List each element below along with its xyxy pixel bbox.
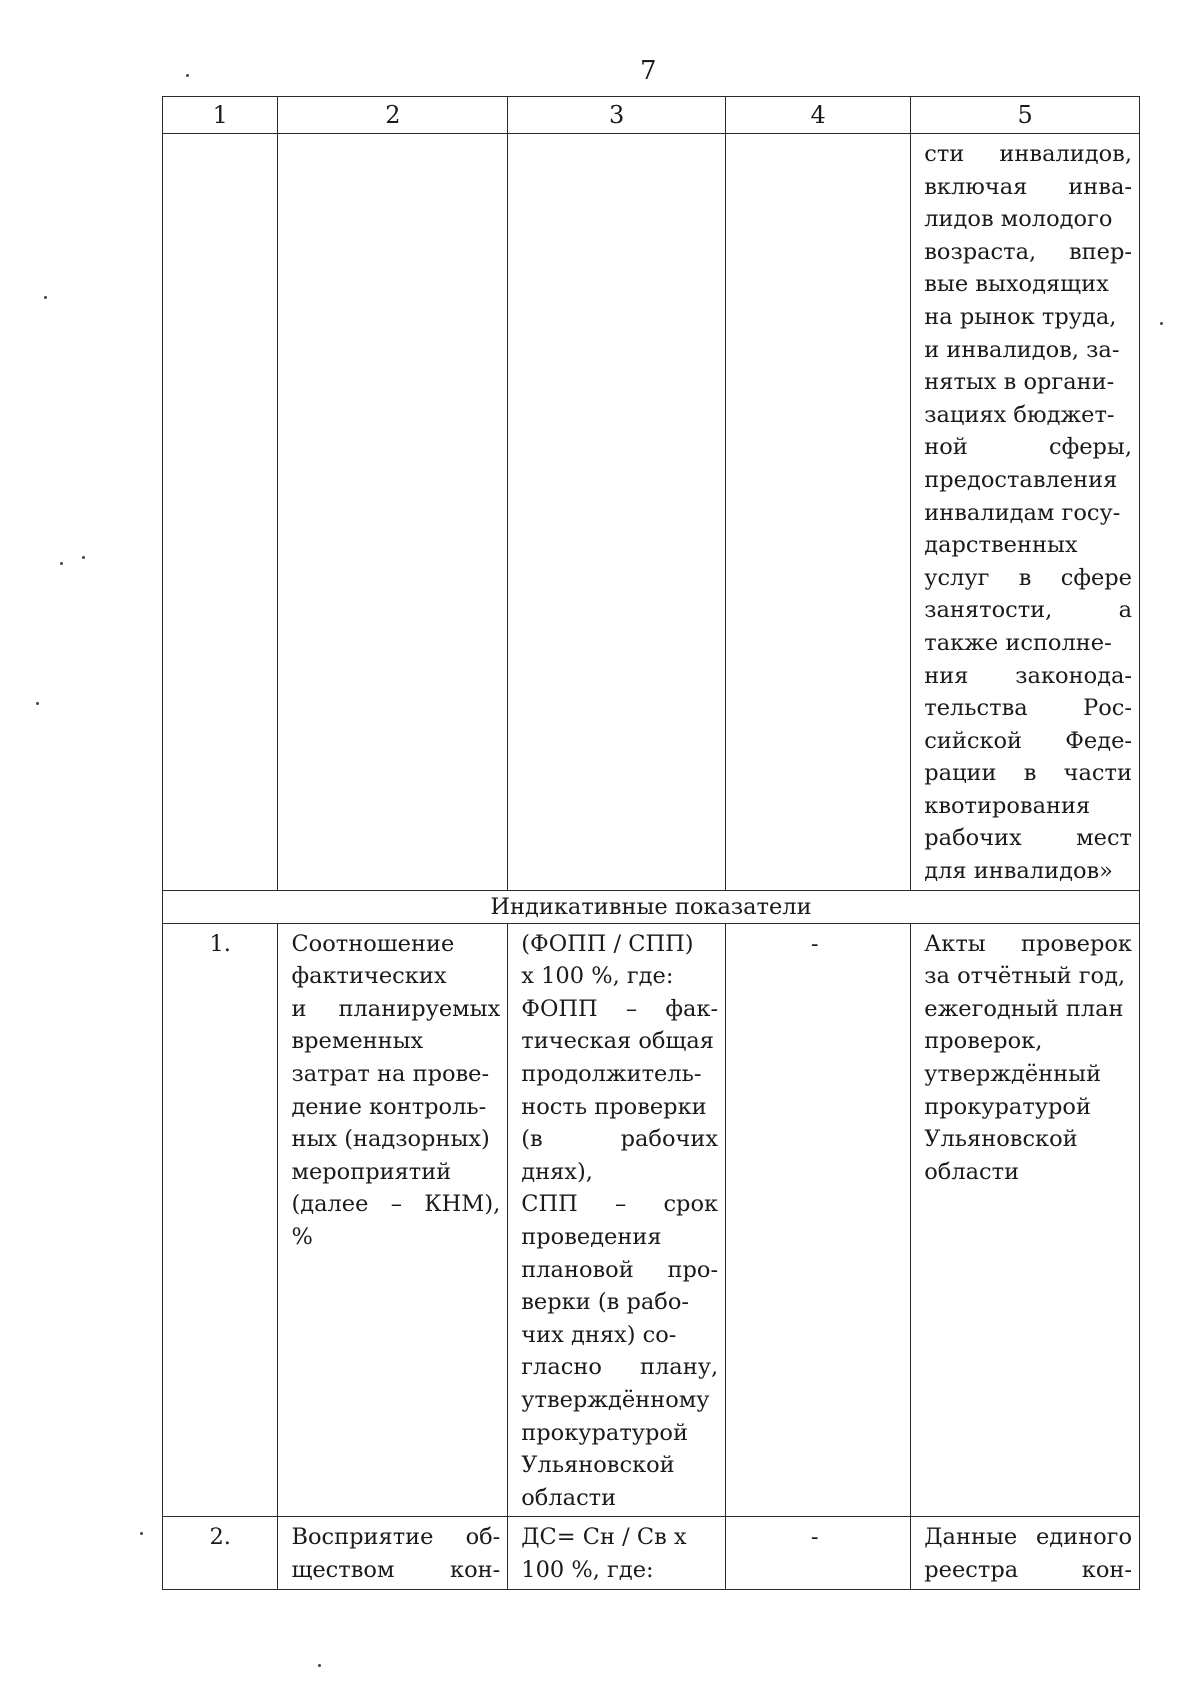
cell-text-line <box>924 1554 1132 1587</box>
cell-word: услуг <box>924 564 990 591</box>
cell-word: в <box>1023 760 1037 787</box>
cell-word: рации <box>924 760 997 787</box>
cell-text-line <box>291 1123 500 1156</box>
cell-text-line <box>291 1554 500 1587</box>
cell-text-line <box>291 928 500 961</box>
cell-word: – <box>614 1191 627 1218</box>
cell-text-line <box>521 1286 718 1319</box>
indicator-source <box>911 923 1140 1517</box>
row-number: 2. <box>163 1517 278 1589</box>
cell-word: Восприятие <box>291 1524 434 1551</box>
cell-text-line <box>291 1156 500 1189</box>
cell-word: Акты <box>924 930 986 957</box>
cell-text-line <box>924 334 1132 367</box>
cell-word: а <box>1118 597 1132 624</box>
continued-row <box>163 134 1140 891</box>
cell-word: прокуратурой <box>521 1419 688 1446</box>
cell-text-line <box>924 366 1132 399</box>
cell-text-line <box>291 1221 500 1254</box>
cell-word: включая <box>924 173 1028 200</box>
cell-word: также исполне- <box>924 629 1112 656</box>
cell-text-line <box>924 562 1132 595</box>
cell-text-line <box>924 301 1132 334</box>
cell-text-line <box>521 1025 718 1058</box>
page-number: 7 <box>640 56 657 86</box>
indicators-table <box>162 96 1140 1590</box>
cell-word: ществом <box>291 1556 395 1583</box>
cell-word: кон- <box>1081 1556 1132 1583</box>
cell-word: Данные <box>924 1524 1018 1551</box>
cell-text-line <box>291 993 500 1026</box>
cell-word: плану, <box>640 1354 719 1381</box>
cell-text-line <box>924 692 1132 725</box>
cell-word: проверок <box>1021 930 1132 957</box>
cell-word: проверок, <box>924 1028 1043 1055</box>
cell-text-line <box>924 1156 1132 1189</box>
indicator-col4: - <box>726 923 911 1517</box>
indicator-col4: - <box>726 1517 911 1589</box>
table-row <box>163 1517 1140 1589</box>
indicator-formula <box>508 1517 726 1589</box>
cell-text-line <box>521 1351 718 1384</box>
cell-text-line <box>521 1188 718 1221</box>
cell-word: предоставления <box>924 466 1118 493</box>
column-header-4: 4 <box>726 97 911 134</box>
cell-word: занятости, <box>924 597 1053 624</box>
cell-text-line <box>924 757 1132 790</box>
scan-speck <box>186 74 189 77</box>
cell-word: фактических <box>291 963 447 990</box>
cell-text-line <box>924 236 1132 269</box>
column-header-2: 2 <box>278 97 508 134</box>
cell-word: об- <box>465 1524 501 1551</box>
scan-speck <box>1160 322 1163 325</box>
cell-word: дарственных <box>924 532 1078 559</box>
cell-text-line <box>924 1091 1132 1124</box>
cell-word: рабочих <box>620 1126 719 1153</box>
cell-word: сти <box>924 141 965 167</box>
cell-text-line <box>521 1554 718 1587</box>
cell-word: инвалидов, <box>999 141 1132 167</box>
cell-word: х 100 %, где: <box>521 963 674 990</box>
cell-word: утверждённый <box>924 1061 1102 1088</box>
cell-word: (ФОПП / СПП) <box>521 930 694 957</box>
cell-word: тическая общая <box>521 1028 714 1055</box>
cell-word: ных (надзорных) <box>291 1126 490 1153</box>
cell-text-line <box>924 529 1132 562</box>
cell-word: для инвалидов» <box>924 858 1113 885</box>
cell-text-line <box>521 1058 718 1091</box>
cell-word: ДС= Сн / Св х <box>521 1524 687 1551</box>
cell-word: зациях бюджет- <box>924 401 1115 428</box>
cell-word: ной <box>924 434 968 461</box>
cell-text-line <box>924 1123 1132 1156</box>
table-header-row <box>163 97 1140 134</box>
indicator-name <box>278 923 508 1517</box>
scan-speck <box>36 702 39 705</box>
cell-text-line <box>521 1221 718 1254</box>
continued-col4 <box>726 134 911 891</box>
cell-word: ность проверки <box>521 1093 707 1120</box>
cell-word: Ульяновской <box>924 1126 1078 1153</box>
cell-word: законода- <box>1015 662 1132 689</box>
cell-word: вые выходящих <box>924 271 1109 298</box>
cell-text-line <box>521 1417 718 1450</box>
continued-col5 <box>911 134 1140 891</box>
cell-word: сфере <box>1060 564 1132 591</box>
cell-word: – <box>390 1191 402 1218</box>
cell-word: ежегодный план <box>924 995 1124 1022</box>
cell-text-line <box>521 1449 718 1482</box>
cell-word: кон- <box>450 1556 501 1583</box>
cell-text-line <box>924 993 1132 1026</box>
section-title: Индикативные показатели <box>163 890 1140 923</box>
cell-word: инвалидам госу- <box>924 499 1121 526</box>
cell-text-line <box>521 993 718 1026</box>
cell-word: Ульяновской <box>521 1452 675 1479</box>
cell-word: дение контроль- <box>291 1093 487 1120</box>
cell-text-line <box>521 1384 718 1417</box>
cell-word: за отчётный год, <box>924 963 1126 990</box>
cell-word: области <box>521 1484 617 1511</box>
indicator-source <box>911 1517 1140 1589</box>
cell-text-line <box>521 1123 718 1156</box>
cell-text-line <box>924 660 1132 693</box>
section-row <box>163 890 1140 923</box>
indicator-formula <box>508 923 726 1517</box>
cell-word: ФОПП <box>521 995 598 1022</box>
cell-word: верки (в рабо- <box>521 1289 689 1316</box>
cell-word: части <box>1063 760 1132 787</box>
cell-word: плановой <box>521 1256 634 1283</box>
scan-speck <box>44 296 47 299</box>
cell-word: планируемых <box>338 995 501 1022</box>
cell-text-line <box>924 790 1132 823</box>
cell-word: гласно <box>521 1354 602 1381</box>
cell-word: срок <box>663 1191 719 1218</box>
cell-text-line <box>924 855 1132 888</box>
cell-word: возраста, <box>924 238 1037 265</box>
cell-text-line <box>924 138 1132 171</box>
cell-word: рабочих <box>924 825 1022 852</box>
cell-word: и инвалидов, за- <box>924 336 1120 363</box>
cell-text-line <box>924 497 1132 530</box>
cell-text-line <box>924 1025 1132 1058</box>
cell-text-line <box>521 928 718 961</box>
scan-speck <box>140 1532 143 1535</box>
cell-word: квотирования <box>924 792 1091 819</box>
cell-text-line <box>521 1319 718 1352</box>
cell-text-line <box>924 627 1132 660</box>
cell-text-line <box>924 203 1132 236</box>
cell-text-line <box>521 960 718 993</box>
cell-word: нятых в органи- <box>924 369 1115 396</box>
row-number: 1. <box>163 923 278 1517</box>
scan-speck <box>82 556 85 559</box>
cell-word: мест <box>1076 825 1132 852</box>
cell-word: % <box>291 1224 313 1250</box>
cell-word: затрат на прове- <box>291 1061 490 1088</box>
cell-text-line <box>291 1091 500 1124</box>
indicator-name <box>278 1517 508 1589</box>
cell-text-line <box>291 960 500 993</box>
scan-speck <box>60 562 63 565</box>
cell-text-line <box>924 399 1132 432</box>
cell-text-line <box>924 1521 1132 1554</box>
table-row <box>163 923 1140 1517</box>
cell-word: единого <box>1035 1524 1132 1551</box>
cell-word: реестра <box>924 1556 1019 1583</box>
continued-col3 <box>508 134 726 891</box>
cell-text-line <box>291 1058 500 1091</box>
continued-col2 <box>278 134 508 891</box>
cell-text-line <box>291 1521 500 1554</box>
cell-word: впер- <box>1069 238 1132 265</box>
cell-word: временных <box>291 1028 424 1055</box>
cell-text-line <box>924 822 1132 855</box>
cell-word: ния <box>924 662 969 689</box>
scan-speck <box>318 1664 321 1667</box>
cell-word: – <box>625 995 638 1022</box>
cell-word: лидов молодого <box>924 206 1113 233</box>
cell-word: днях), <box>521 1158 593 1185</box>
cell-word: тельства <box>924 695 1028 722</box>
cell-word: Соотношение <box>291 930 455 957</box>
cell-text-line <box>521 1254 718 1287</box>
cell-text-line <box>521 1156 718 1189</box>
cell-text-line <box>291 1025 500 1058</box>
continued-col1 <box>163 134 278 891</box>
cell-text-line <box>924 594 1132 627</box>
cell-word: чих днях) со- <box>521 1321 677 1348</box>
cell-word: сийской <box>924 727 1023 754</box>
cell-text-line <box>924 464 1132 497</box>
cell-word: (далее <box>291 1191 369 1218</box>
cell-text-line <box>521 1482 718 1515</box>
column-header-3: 3 <box>508 97 726 134</box>
cell-word: области <box>924 1158 1020 1185</box>
cell-word: (в <box>521 1126 543 1153</box>
cell-word: проведения <box>521 1224 662 1250</box>
cell-word: на рынок труда, <box>924 303 1117 330</box>
column-header-5: 5 <box>911 97 1140 134</box>
cell-text-line <box>924 1058 1132 1091</box>
cell-text-line <box>924 431 1132 464</box>
cell-word: СПП <box>521 1191 578 1218</box>
column-header-1: 1 <box>163 97 278 134</box>
cell-text-line <box>521 1091 718 1124</box>
cell-word: инва- <box>1068 173 1132 200</box>
cell-word: Рос- <box>1083 695 1132 722</box>
cell-word: фак- <box>665 995 719 1022</box>
cell-word: мероприятий <box>291 1158 452 1185</box>
cell-word: и <box>291 995 307 1022</box>
cell-text-line <box>924 171 1132 204</box>
cell-text-line <box>924 928 1132 961</box>
cell-word: про- <box>667 1256 719 1283</box>
cell-word: продолжитель- <box>521 1061 702 1088</box>
cell-word: 100 %, где: <box>521 1556 654 1583</box>
cell-word: утверждённому <box>521 1386 710 1413</box>
cell-word: Феде- <box>1065 727 1132 754</box>
cell-word: в <box>1018 564 1032 591</box>
cell-word: прокуратурой <box>924 1093 1091 1120</box>
cell-text-line <box>924 268 1132 301</box>
cell-text-line <box>924 725 1132 758</box>
cell-word: КНМ), <box>424 1191 501 1218</box>
cell-text-line <box>291 1188 500 1221</box>
cell-text-line <box>924 960 1132 993</box>
cell-word: сферы, <box>1049 434 1132 461</box>
cell-text-line <box>521 1521 718 1554</box>
